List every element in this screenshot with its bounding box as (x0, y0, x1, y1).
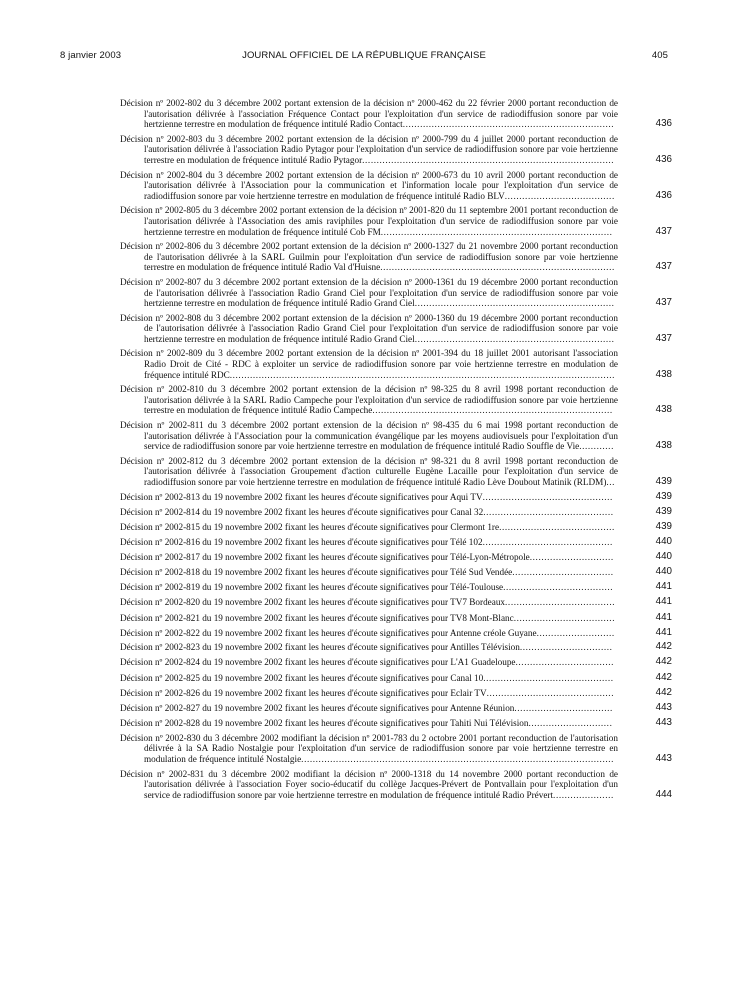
dot-leader: ............................................. (482, 537, 613, 548)
entry-title: Décision nº 2002-813 du 19 novembre 2002 fixant les heures d'écoute significatives pour Aqui TV (120, 491, 483, 502)
dot-leader: ............ (579, 441, 614, 452)
entry-text (120, 134, 618, 166)
entry-title: Décision nº 2002-830 du 3 décembre 2002 modifiant la décision nº 2001-783 du 2 octobre 2001 portant reconduction de l'autorisation délivrée à la SA Radio Nostalgie pour l'exploitation d'un service de radiodiffusion sonore par voie hertzienne terrestre en modulation de fréquence intitulé Nostalgie (120, 732, 618, 764)
toc-entry (120, 642, 672, 653)
entry-title: Décision nº 2002-808 du 3 décembre 2002 portant extension de la décision nº 2000-1360 du 19 décembre 2000 portant reconduction de l'autorisation délivrée à l'association Radio Grand Ciel pour l'exploitation d'un service de radiodiffusion sonore par voie hertzienne terrestre en modulation de fréquence intitulé Radio Grand Ciel (120, 312, 618, 344)
page-header (60, 50, 668, 64)
entry-text (120, 492, 618, 503)
entry-title: Décision nº 2002-819 du 19 novembre 2002 fixant les heures d'écoute significatives pour Télé-Toulouse (120, 582, 504, 593)
dot-leader: ................................................................................. (380, 262, 615, 273)
entry-page-number: 436 (655, 189, 672, 201)
entry-text (120, 98, 618, 130)
entry-title: Décision nº 2002-824 du 19 novembre 2002 fixant les heures d'écoute significatives pour L'A1 Guadeloupe (120, 657, 516, 668)
entry-text (120, 313, 618, 345)
entry-title: Décision nº 2002-804 du 3 décembre 2002 portant extension de la décision nº 2000-673 du 10 avril 2000 portant reconduction de l'autorisation délivrée à l'Association pour la communication et l'information locale pour l'exploitation d'un service de radiodiffusion sonore par voie hertzienne terrestre en modulation de fréquence intitulé Radio BLV (120, 169, 618, 201)
entry-page-number: 444 (655, 788, 672, 800)
entry-text (120, 597, 618, 608)
toc-entry (120, 613, 672, 624)
entry-page-number: 436 (655, 118, 672, 130)
entry-title: Décision nº 2002-820 du 19 novembre 2002 fixant les heures d'écoute significatives pour TV7 Bordeaux (120, 597, 506, 608)
entry-page-number: 438 (655, 404, 672, 416)
entry-title: Décision nº 2002-809 du 3 décembre 2002 portant extension de la décision nº 2001-394 du 18 juillet 2001 autorisant l'association Radio Droit de Cité - RDC à exploiter un service de radiodiffusion sonore par voie hertzienne terrestre en modulation de fréquence intitulé RDC (120, 348, 618, 380)
entry-text (120, 522, 618, 533)
entry-page-number: 437 (655, 225, 672, 237)
entry-page-number: 440 (655, 565, 672, 577)
entry-text (120, 613, 618, 624)
dot-leader: ...................................... (504, 190, 615, 201)
dot-leader: .................................. (514, 703, 613, 714)
entry-title: Décision nº 2002-803 du 3 décembre 2002 portant extension de la décision nº 2000-799 du 4 juillet 2000 portant reconduction de l'autorisation délivrée à l'association Radio Pytagor pour l'exploitation d'un service de radiodiffusion sonore par voie hertzienne terrestre en modulation de fréquence intitulé Radio Pytagor (120, 133, 618, 165)
entry-page-number: 441 (655, 626, 672, 638)
entry-text (120, 703, 618, 714)
entry-text (120, 205, 618, 237)
dot-leader: ............................................. (483, 672, 614, 683)
entry-title: Décision nº 2002-828 du 19 novembre 2002 fixant les heures d'écoute significatives pour Tahiti Nui Télévision (120, 718, 529, 729)
entry-page-number: 442 (655, 656, 672, 668)
toc-entry (120, 552, 672, 563)
entry-page-number: 440 (655, 551, 672, 563)
toc-entry (120, 537, 672, 548)
entry-title: Décision nº 2002-802 du 3 décembre 2002 portant extension de la décision nº 2000-462 du 22 février 2000 portant reconduction de l'autorisation délivrée à l'association Fréquence Contact pour l'exploitation d'un service de radiodiffusion sonore par voie hertzienne terrestre en modulation de fréquence intitulé Radio Contact (120, 98, 618, 130)
entry-page-number: 436 (655, 153, 672, 165)
entry-page-number: 441 (655, 611, 672, 623)
toc-entry (120, 597, 672, 608)
entry-page-number: 438 (655, 440, 672, 452)
entry-title: Décision nº 2002-817 du 19 novembre 2002 fixant les heures d'écoute significatives pour Télé-Lyon-Métropole (120, 552, 530, 563)
toc-entry (120, 733, 672, 765)
dot-leader: ........................... (536, 627, 615, 638)
page-number: 405 (651, 50, 668, 61)
dot-leader: ..................................................................................................................................... (229, 369, 616, 380)
toc-entry (120, 628, 672, 639)
toc-entry (120, 492, 672, 503)
toc-entry (120, 348, 672, 380)
entry-page-number: 439 (655, 505, 672, 517)
entry-title: Décision nº 2002-805 du 3 décembre 2002 portant extension de la décision nº 2001-820 du 11 septembre 2001 portant reconduction de l'autorisation délivrée à l'Association des amis raviphiles pour l'exploitation d'un service de radiodiffusion sonore par voie hertzienne terrestre en modulation de fréquence intitulé Cob FM (120, 205, 618, 237)
toc-entry (120, 582, 672, 593)
entry-text (120, 420, 618, 452)
dot-leader: ..................................................................... (414, 333, 615, 344)
entry-title: Décision nº 2002-831 du 3 décembre 2002 modifiant la décision nº 2000-1318 du 14 novembre 2000 portant reconduction de l'autorisation délivrée à l'association Foyer socio-éducatif du collège Jacques-Prévert de Pontvallain pour l'exploitation d'un service de radiodiffusion sonore par voie hertzienne terrestre en modulation de fréquence intitulé Radio Prévert (120, 768, 618, 800)
entry-page-number: 443 (655, 702, 672, 714)
toc-entry (120, 507, 672, 518)
toc-entry (120, 456, 672, 488)
dot-leader: ................................... (512, 566, 614, 577)
entry-title: Décision nº 2002-810 du 3 décembre 2002 portant extension de la décision nº 98-325 du 8 avril 1998 portant reconduction de l'autorisation délivrée à la SARL Radio Campeche pour l'exploitation d'un service de radiodiffusion sonore par voie hertzienne terrestre en modulation de fréquence intitulé Radio Campeche (120, 384, 618, 416)
toc-entry (120, 241, 672, 273)
toc-entry (120, 688, 672, 699)
toc-entry (120, 170, 672, 202)
entry-page-number: 442 (655, 686, 672, 698)
entry-text (120, 456, 618, 488)
toc-entry (120, 673, 672, 684)
toc-entry (120, 522, 672, 533)
entry-title: Décision nº 2002-816 du 19 novembre 2002 fixant les heures d'écoute significatives pour Télé 102 (120, 537, 483, 548)
dot-leader: ................................................................................ (380, 226, 613, 237)
toc-entry (120, 98, 672, 130)
entry-text (120, 628, 618, 639)
entry-text (120, 718, 618, 729)
entry-title: Décision nº 2002-812 du 3 décembre 2002 portant extension de la décision nº 98-321 du 8 avril 1998 portant reconduction de l'autorisation délivrée à l'association Groupement d'action culturelle Eugène Lacaille pour l'exploitation d'un service de radiodiffusion sonore par voie hertzienne terrestre en modulation de fréquence intitulé Radio Lève Doubout Matinik (RLDM) (120, 455, 618, 487)
entry-text (120, 170, 618, 202)
issue-date: 8 janvier 2003 (60, 50, 122, 61)
entry-page-number: 441 (655, 581, 672, 593)
entry-title: Décision nº 2002-814 du 19 novembre 2002 fixant les heures d'écoute significatives pour Canal 32 (120, 506, 484, 517)
entry-text (120, 552, 618, 563)
entry-text (120, 277, 618, 309)
entry-text (120, 241, 618, 273)
entry-title: Décision nº 2002-806 du 3 décembre 2002 portant extension de la décision nº 2000-1327 du 21 novembre 2000 portant reconduction de l'autorisation délivrée à la SARL Guilmin pour l'exploitation d'un service de radiodiffusion sonore par voie hertzienne terrestre en modulation de fréquence intitulé Radio Val d'Huisne (120, 241, 618, 273)
entry-page-number: 443 (655, 753, 672, 764)
entry-page-number: 439 (655, 476, 672, 487)
entry-title: Décision nº 2002-815 du 19 novembre 2002 fixant les heures d'écoute significatives pour Clermont 1re (120, 521, 500, 532)
entry-text (120, 769, 618, 801)
dot-leader: ..................................................................... (414, 298, 615, 309)
dot-leader: ................................... (513, 612, 616, 623)
dot-leader: ................................ (519, 642, 613, 653)
entry-text (120, 507, 618, 518)
toc-entry (120, 277, 672, 309)
entry-title: Décision nº 2002-827 du 19 novembre 2002 fixant les heures d'écoute significatives pour Antenne Réunion (120, 703, 515, 714)
table-of-contents (120, 98, 672, 804)
toc-entry (120, 313, 672, 345)
dot-leader: ..................... (553, 789, 614, 800)
entry-text (120, 384, 618, 416)
entry-page-number: 438 (655, 368, 672, 380)
toc-entry (120, 384, 672, 416)
dot-leader: ... (606, 477, 616, 487)
entry-text (120, 642, 618, 653)
toc-entry (120, 567, 672, 578)
dot-leader: ............................. (528, 718, 613, 729)
entry-page-number: 440 (655, 536, 672, 548)
entry-title: Décision nº 2002-826 du 19 novembre 2002 fixant les heures d'écoute significatives pour Eclair TV (120, 687, 487, 698)
dot-leader: ....................................................................................... (362, 154, 615, 165)
entry-title: Décision nº 2002-821 du 19 novembre 2002 fixant les heures d'écoute significatives pour TV8 Mont-Blanc (120, 612, 514, 623)
toc-entry (120, 718, 672, 729)
toc-entry (120, 769, 672, 801)
entry-page-number: 439 (655, 520, 672, 532)
toc-entry (120, 420, 672, 452)
entry-page-number: 441 (655, 596, 672, 608)
dot-leader: ........................................ (499, 521, 615, 532)
dot-leader: ......................................................................... (402, 119, 615, 130)
toc-entry (120, 205, 672, 237)
entry-page-number: 442 (655, 641, 672, 653)
entry-text (120, 567, 618, 578)
entry-page-number: 442 (655, 671, 672, 683)
dot-leader: ............................................................................................................ (301, 754, 615, 764)
entry-text (120, 537, 618, 548)
entry-title: Décision nº 2002-822 du 19 novembre 2002 fixant les heures d'écoute significatives pour Antenne créole Guyane (120, 627, 537, 638)
entry-text (120, 348, 618, 380)
toc-entry (120, 134, 672, 166)
entry-text (120, 582, 618, 593)
dot-leader: ...................................... (505, 597, 616, 608)
entry-page-number: 437 (655, 261, 672, 273)
entry-title: Décision nº 2002-825 du 19 novembre 2002 fixant les heures d'écoute significatives pour Canal 10 (120, 672, 484, 683)
entry-title: Décision nº 2002-823 du 19 novembre 2002 fixant les heures d'écoute significatives pour Antilles Télévision (120, 642, 520, 653)
entry-text (120, 733, 618, 765)
entry-text (120, 657, 618, 668)
entry-text (120, 673, 618, 684)
dot-leader: ...................................... (503, 582, 614, 593)
dot-leader: ............................................. (483, 506, 614, 517)
dot-leader: ............................. (529, 552, 614, 563)
journal-title: JOURNAL OFFICIEL DE LA RÉPUBLIQUE FRANÇAISE (242, 50, 486, 61)
entry-page-number: 437 (655, 297, 672, 309)
entry-page-number: 437 (655, 332, 672, 344)
toc-entry (120, 703, 672, 714)
entry-page-number: 439 (655, 490, 672, 502)
entry-title: Décision nº 2002-807 du 3 décembre 2002 portant extension de la décision nº 2000-1361 du 19 décembre 2000 portant reconduction de l'autorisation délivrée à l'association Radio Grand Ciel pour l'exploitation d'un service de radiodiffusion sonore par voie hertzienne terrestre en modulation de fréquence intitulé Radio Grand Ciel (120, 276, 618, 309)
entry-title: Décision nº 2002-811 du 3 décembre 2002 portant extension de la décision nº 98-435 du 6 mai 1998 portant reconduction de l'autorisation délivrée à l'Association pour la communication évangélique par les moyens audiovisuels pour l'exploitation d'un service de radiodiffusion sonore par voie hertzienne terrestre en modulation de fréquence intitulé Radio Souffle de Vie (120, 420, 618, 452)
entry-text (120, 688, 618, 699)
toc-entry (120, 657, 672, 668)
dot-leader: ................................................................................... (372, 405, 613, 416)
dot-leader: .................................. (515, 657, 615, 668)
entry-page-number: 443 (655, 717, 672, 729)
dot-leader: ............................................. (482, 491, 613, 502)
entry-title: Décision nº 2002-818 du 19 novembre 2002 fixant les heures d'écoute significatives pour Télé Sud Vendée (120, 566, 513, 577)
dot-leader: ............................................ (486, 687, 615, 698)
